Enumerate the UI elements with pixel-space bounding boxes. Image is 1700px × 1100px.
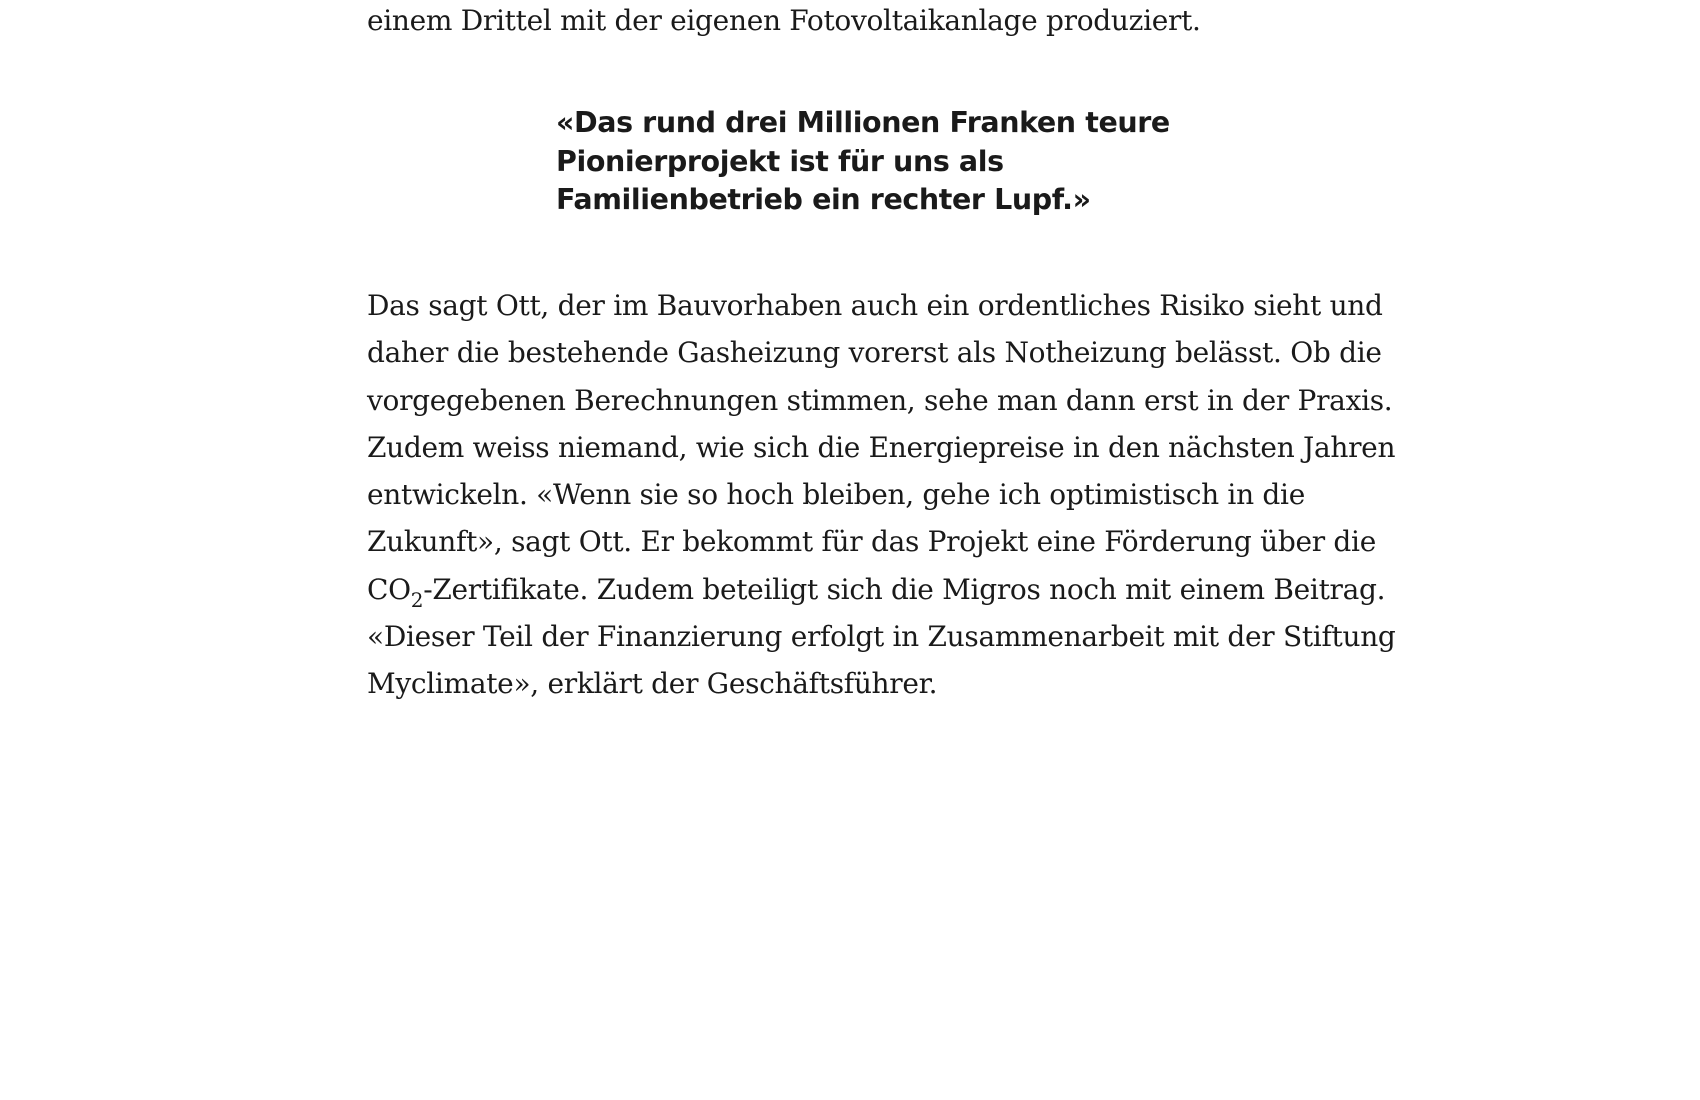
paragraph-main <box>367 282 1396 708</box>
paragraph-line: Zudem weiss niemand, wie sich die Energiepreise in den nächsten Jahren <box>367 430 1396 464</box>
paragraph-line: «Dieser Teil der Finanzierung erfolgt in Zusammenarbeit mit der Stiftung <box>367 620 1396 654</box>
paragraph-line: entwickeln. «Wenn sie so hoch bleiben, gehe ich optimistisch in die <box>367 478 1305 512</box>
pull-quote-line: «Das rund drei Millionen Franken teure <box>556 106 1170 139</box>
co2-subscript: 2 <box>410 587 424 612</box>
pull-quote-line: Pionierprojekt ist für uns als <box>556 144 1004 178</box>
paragraph-intro-tail: einem Drittel mit der eigenen Fotovoltaikanlage produziert. <box>367 4 1201 37</box>
co2-line-rest: -Zertifikate. Zudem beteiligt sich die Migros noch mit einem Beitrag. <box>423 572 1386 606</box>
paragraph-line: Myclimate», erklärt der Geschäftsführer. <box>367 667 938 701</box>
pull-quote <box>556 104 1170 220</box>
paragraph-line: Zukunft», sagt Ott. Er bekommt für das Projekt eine Förderung über die <box>367 525 1376 559</box>
paragraph-line: vorgegebenen Berechnungen stimmen, sehe man dann erst in der Praxis. <box>367 383 1393 417</box>
pull-quote-line: Familienbetrieb ein rechter Lupf.» <box>556 183 1091 216</box>
co2-text: CO <box>367 572 411 606</box>
paragraph-line: daher die bestehende Gasheizung vorerst als Notheizung belässt. Ob die <box>367 336 1382 370</box>
paragraph-line-co2 <box>367 566 1386 613</box>
paragraph-line: Das sagt Ott, der im Bauvorhaben auch ein ordentliches Risiko sieht und <box>367 289 1383 322</box>
